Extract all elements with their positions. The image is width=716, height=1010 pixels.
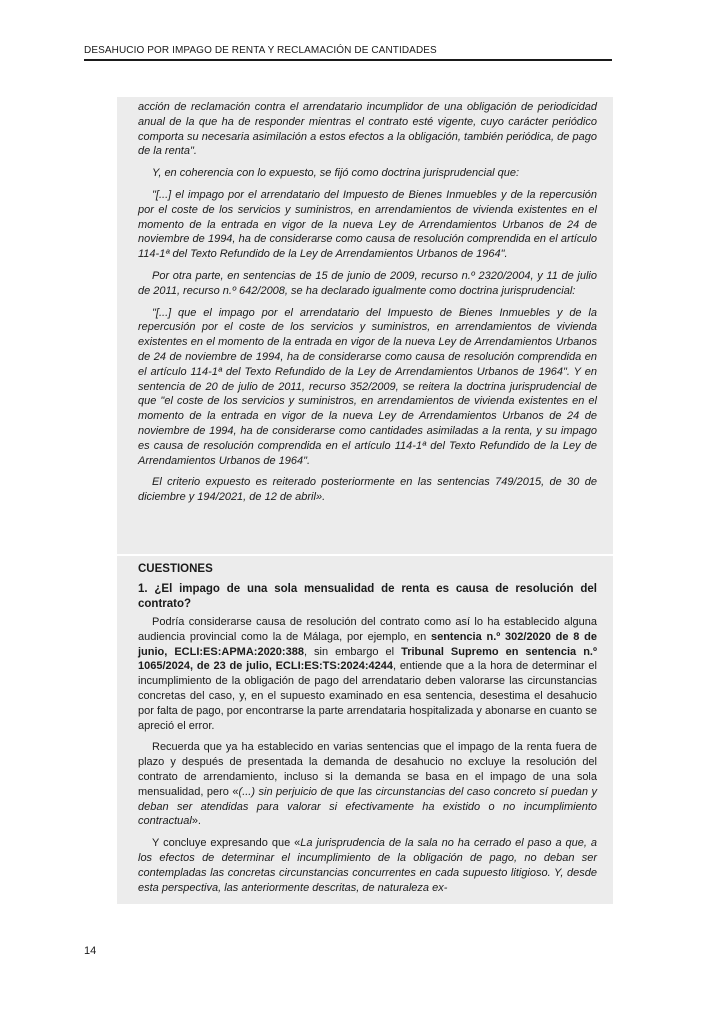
bold-citation: sentencia n.º 302/2020 de 8 de junio, ECLI:ES:APMA:2020:388	[138, 630, 597, 658]
quote-paragraph: "[...] el impago por el arrendatario del Impuesto de Bienes Inmuebles y de la repercusión por el coste de los servicios y suministros, en arrendamientos de vivienda existentes en el momento de la entrada en vigor de la nueva Ley de Arrendamientos Urbanos de 24 de noviembre de 1994, ha de considerarse como causa de resolución comprendida en el artículo 114-1ª del Texto Refundido de la Ley de Arrendamientos Urbanos de 1964".	[138, 188, 597, 261]
body-paragraph	[138, 615, 597, 733]
section-title: CUESTIONES	[138, 563, 213, 575]
question-title: 1. ¿El impago de una sola mensualidad de renta es causa de resolución del contrato?	[138, 583, 597, 610]
header-rule	[84, 59, 612, 61]
text-run: Y concluye expresando que «	[152, 837, 301, 850]
quote-box	[117, 97, 613, 554]
quote-paragraph: "[...] que el impago por el arrendatario del Impuesto de Bienes Inmuebles y de la repercusión por el coste de los servicios y suministros, en arrendamientos de vivienda existentes en el momento de la entrada en vigor de la nueva Ley de Arrendamientos Urbanos de 24 de noviembre de 1994, ha de considerarse como causa de resolución comprendida en el artículo 114-1ª del Texto Refundido de la Ley de Arrendamientos Urbanos de 1964". Y en sentencia de 20 de julio de 2011, recurso 352/2009, se reitera la doctrina jurisprudencial de que "el coste de los servicios y suministros, en arrendamientos de vivienda existentes en el momento de la entrada en vigor de la nueva Ley de Arrendamientos Urbanos de 24 de noviembre de 1994, ha de considerarse como cantidades asimiladas a la renta, y su impago es causa de resolución comprendida en el artículo 114-1ª del Texto Refundido de la Ley de Arrendamientos Urbanos de 1964".	[138, 306, 597, 467]
quote-paragraph: Y, en coherencia con lo expuesto, se fijó como doctrina jurisprudencial que:	[152, 167, 520, 180]
page-number: 14	[84, 945, 97, 957]
text-run: , entiende que a la hora de determinar el incumplimiento de la obligación de pago del arrendatario deben valorarse las circunstancias concretas del caso, y, en el supuesto examinado en esa sentencia, desestima el desahucio por falta de pago, por encontrarse la parte arrendataria hospitalizada y abonarse en cuanto se apreció el error.	[138, 660, 597, 732]
body-paragraph	[138, 740, 597, 829]
quote-paragraph: Por otra parte, en sentencias de 15 de junio de 2009, recurso n.º 2320/2004, y 11 de julio de 2011, recurso n.º 642/2008, se ha declarado igualmente como doctrina jurisprudencial:	[138, 269, 597, 297]
text-run: , sin embargo el	[303, 645, 402, 658]
cuestiones-box	[117, 556, 613, 904]
running-header: DESAHUCIO POR IMPAGO DE RENTA Y RECLAMACIÓN DE CANTIDADES	[84, 45, 437, 56]
italic-quote: La jurisprudencia de la sala no ha cerrado el paso a que, a los efectos de determinar el incumplimiento de la obligación de pago, no deban ser contempladas las concretas circunstancias concurrentes en cada supuesto litigioso. Y, desde esta perspectiva, las anteriormente descritas, de naturaleza ex-	[138, 837, 597, 894]
quote-paragraph: El criterio expuesto es reiterado posteriormente en las sentencias 749/2015, de 30 de diciembre y 194/2021, de 12 de abril».	[138, 476, 597, 504]
text-run: Recuerda que ya ha establecido en varias sentencias que el impago de la renta fuera de plazo y después de presentada la demanda de desahucio no excluye la resolución del contrato de arrendamiento, incluso si la demanda se basa en el impago de una sola mensualidad, pero «	[138, 741, 597, 798]
italic-quote: (...) sin perjuicio de que las circunstancias del caso concreto sí puedan y deban ser atendidas para valorar si efectivamente ha existido o no incumplimiento contractual	[138, 785, 597, 828]
text-run: Podría considerarse causa de resolución del contrato como así lo ha establecido alguna audiencia provincial como la de Málaga, por ejemplo, en	[138, 616, 597, 643]
body-paragraph	[138, 836, 597, 895]
bold-citation: Tribunal Supremo en sentencia n.º 1065/2024, de 23 de julio, ECLI:ES:TS:2024:4244	[138, 645, 597, 673]
quote-paragraph: acción de reclamación contra el arrendatario incumplidor de una obligación de periodicidad anual de la que ha de responder mientras el contrato esté vigente, cuyo carácter periódico comporta su necesaria asimilación a estos efectos a la obligación, también periódica, de pago de la renta".	[138, 101, 597, 158]
text-run: ».	[191, 815, 201, 828]
